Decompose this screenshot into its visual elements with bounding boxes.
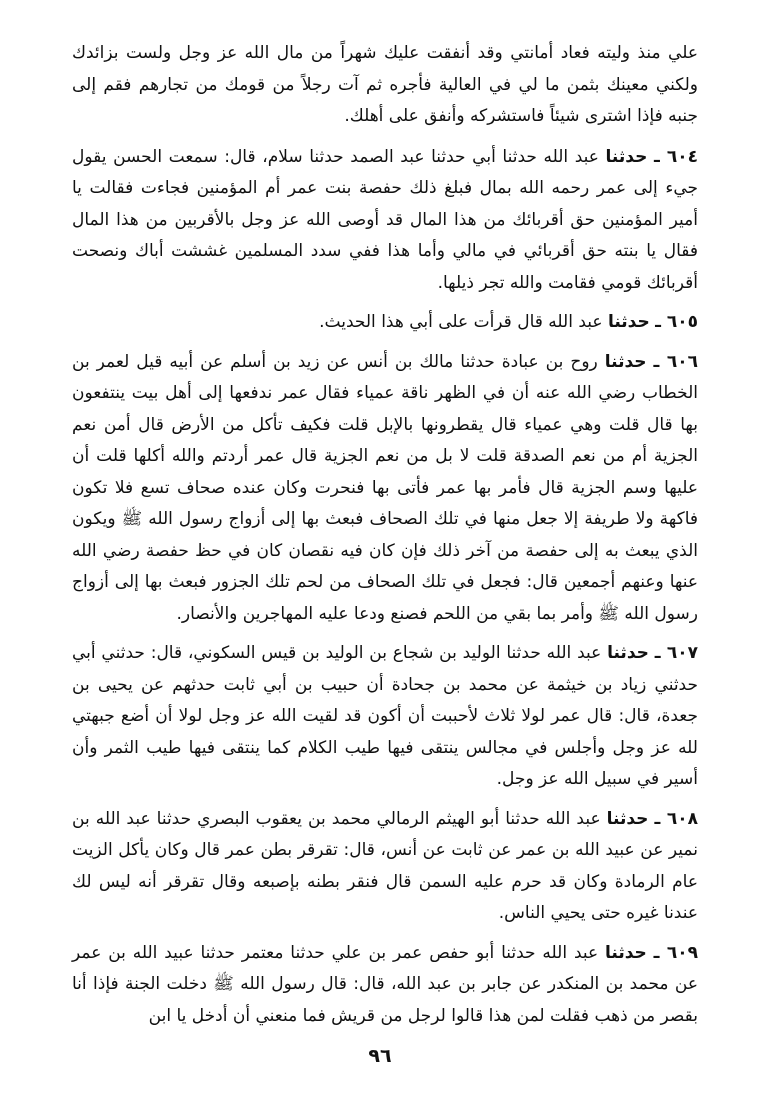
hadith-606 bbox=[72, 347, 698, 631]
hadith-number: ٦٠٤ ـ bbox=[653, 146, 699, 167]
paragraph-text: روح بن عبادة حدثنا مالك بن أنس عن زيد بن أسلم عن أبيه قيل لعمر بن الخطاب رضي الله عنه أن في الظهر ناقة عمياء فقال عمر ندفعها إلى أهل بيت ينتفعون بها قال قلت وهي عمياء قال يقطرونها بالإبل قلت فكيف تأكل من الأرض قال أمن نعم الجزية أم من نعم الصدقة قلت لا بل من نعم الجزية قال عمر أردتم والله أكلها قلت أن عليها وسم الجزية قال فأمر بها عمر فأتى بها فنحرت وكان عنده صحاف تسع فلا تكون فاكهة ولا طريفة إلا جعل منها في تلك الصحاف فبعث بها إلى أزواج رسول الله ﷺ ويكون الذي يبعث به إلى حفصة من آخر ذلك فإن كان فيه نقصان كان في حظ حفصة رضي الله عنها وعنهم أجمعين قال: فجعل في تلك الصحاف من لحم تلك الجزور فبعث بها إلى أزواج رسول الله ﷺ وأمر بما بقي من اللحم فصنع ودعا عليه المهاجرين والأنصار. bbox=[72, 351, 698, 624]
hadith-label: حدثنا bbox=[605, 942, 647, 963]
hadith-608 bbox=[72, 804, 698, 930]
paragraph-text: علي منذ وليته فعاد أمانتي وقد أنفقت عليك شهراً من مال الله عز وجل ولست بزائدك ولكني معينك بثمن ما لي في العالية فأجره ثم آت رجلاً من قومك من تجارهم فقم إلى جنبه فإذا اشترى شيئاً فاستشركه وأنفق على أهلك. bbox=[72, 43, 698, 126]
continuation-paragraph bbox=[72, 38, 698, 133]
hadith-605 bbox=[72, 307, 698, 339]
hadith-label: حدثنا bbox=[604, 351, 647, 372]
hadith-label: حدثنا bbox=[607, 643, 649, 663]
hadith-number: ٦٠٩ ـ bbox=[653, 942, 699, 963]
hadith-607 bbox=[72, 638, 698, 796]
hadith-number: ٦٠٥ ـ bbox=[655, 312, 698, 332]
paragraph-text: عبد الله حدثنا الوليد بن شجاع بن الوليد بن قيس السكوني، قال: حدثني أبي حدثني زياد بن خيثمة عن محمد بن جحادة أن حبيب بن أبي ثابت حدثهم عن يحيى بن جعدة، قال: قال عمر لولا ثلاث لأحببت أن أكون قد لقيت الله عز وجل لولا أن أضع جبهتي لله عز وجل وأجلس في مجالس ينتقى فيها طيب الكلام كما ينتقى فيها طيب الثمر وأن أسير في سبيل الله عز وجل. bbox=[72, 643, 698, 789]
hadith-number: ٦٠٨ ـ bbox=[654, 808, 698, 829]
paragraph-text: عبد الله قال قرأت على أبي هذا الحديث. bbox=[319, 312, 603, 332]
hadith-number: ٦٠٧ ـ bbox=[654, 643, 698, 663]
hadith-609 bbox=[72, 938, 698, 1033]
hadith-number: ٦٠٦ ـ bbox=[653, 351, 698, 372]
hadith-label: حدثنا bbox=[607, 312, 650, 332]
paragraph-text: عبد الله حدثنا أبي حدثنا عبد الصمد حدثنا سلام، قال: سمعت الحسن يقول جيء إلى عمر رحمه الله بمال فبلغ ذلك حفصة بنت عمر أم المؤمنين فجاءت فقالت يا أمير المؤمنين حق أقربائك من هذا المال قد أوصى الله عز وجل بالأقربين من هذا المال فقال يا بنته حق أقربائي في مالي وأما هذا ففي سدد المسلمين غششت أباك ونصحت أقربائك قومي فقامت والله تجر ذيلها. bbox=[72, 146, 698, 293]
hadith-label: حدثنا bbox=[606, 808, 649, 829]
paragraph-text: عبد الله حدثنا أبو حفص عمر بن علي حدثنا معتمر حدثنا عبيد الله بن عمر عن محمد بن المنكدر عن جابر بن عبد الله، قال: قال رسول الله ﷺ دخلت الجنة فإذا أنا بقصر من ذهب فقلت لمن هذا قالوا لرجل من قريش فما منعني أن أدخل يا ابن bbox=[72, 942, 698, 1026]
paragraph-text: عبد الله حدثنا أبو الهيثم الرمالي محمد بن يعقوب البصري حدثنا عبد الله بن نمير عن عبيد الله بن عمر عن ثابت عن أنس، قال: تقرقر بطن عمر قال وكان يأكل الزيت عام الرمادة وكان قد حرم عليه السمن قال فنقر بطنه بإصبعه وقال تقرقر أنه ليس لك عندنا غيره حتى يحيي الناس. bbox=[72, 808, 698, 923]
page-number: ٩٦ bbox=[368, 1045, 392, 1067]
hadith-label: حدثنا bbox=[605, 146, 648, 167]
hadith-604 bbox=[72, 142, 698, 300]
